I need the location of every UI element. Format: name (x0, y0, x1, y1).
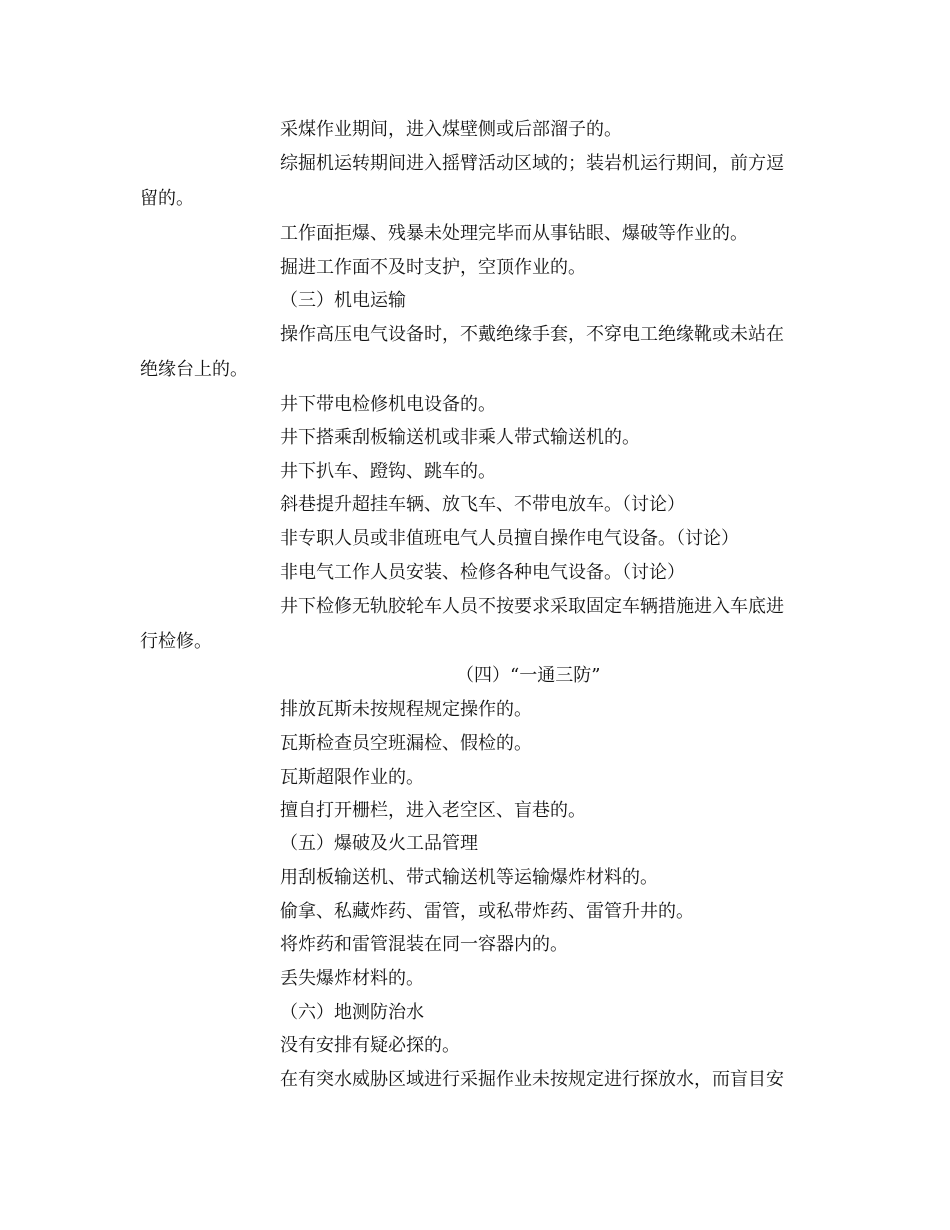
paragraph-line: 没有安排有疑必探的。 (280, 1035, 460, 1056)
paragraph-line: 斜巷提升超挂车辆、放飞车、不带电放车。（讨论） (280, 494, 685, 515)
paragraph-line: 操作高压电气设备时，不戴绝缘手套，不穿电工绝缘靴或未站在 (280, 324, 784, 345)
paragraph-line: 留的。 (140, 188, 194, 209)
paragraph-line: 井下检修无轨胶轮车人员不按要求采取固定车辆措施进入车底进 (280, 596, 784, 617)
paragraph-line: 瓦斯检查员空班漏检、假检的。 (280, 733, 532, 754)
paragraph-line: 瓦斯超限作业的。 (280, 767, 424, 788)
paragraph-line: 偷拿、私藏炸药、雷管，或私带炸药、雷管升井的。 (280, 901, 694, 922)
paragraph-line: 采煤作业期间，进入煤壁侧或后部溜子的。 (280, 119, 622, 140)
paragraph-line: 用刮板输送机、带式输送机等运输爆炸材料的。 (280, 867, 658, 888)
paragraph-line: 综掘机运转期间进入摇臂活动区域的；装岩机运行期间，前方逗 (280, 153, 784, 174)
section-heading: （三）机电运输 (280, 290, 406, 311)
paragraph-line: 掘进工作面不及时支护，空顶作业的。 (280, 257, 586, 278)
paragraph-line: 工作面拒爆、残暴未处理完毕而从事钻眼、爆破等作业的。 (280, 223, 748, 244)
paragraph-line: 井下搭乘刮板输送机或非乘人带式输送机的。 (280, 427, 640, 448)
paragraph-line: 擅自打开栅栏，进入老空区、盲巷的。 (280, 800, 586, 821)
paragraph-line: 非专职人员或非值班电气人员擅自操作电气设备。（讨论） (280, 528, 739, 549)
paragraph-line: 排放瓦斯未按规程规定操作的。 (280, 699, 532, 720)
paragraph-line: 在有突水威胁区域进行采掘作业未按规定进行探放水，而盲目安 (280, 1069, 784, 1090)
paragraph-line: 井下带电检修机电设备的。 (280, 394, 496, 415)
paragraph-line: 将炸药和雷管混装在同一容器内的。 (280, 934, 568, 955)
section-heading: （四）“一通三防” (456, 665, 601, 686)
section-heading: （五）爆破及火工品管理 (280, 833, 478, 854)
section-heading: （六）地测防治水 (280, 1002, 424, 1023)
paragraph-line: 井下扒车、蹬钩、跳车的。 (280, 461, 496, 482)
paragraph-line: 绝缘台上的。 (140, 359, 248, 380)
paragraph-line: 非电气工作人员安装、检修各种电气设备。（讨论） (280, 562, 685, 583)
paragraph-line: 行检修。 (140, 631, 212, 652)
paragraph-line: 丢失爆炸材料的。 (280, 968, 424, 989)
